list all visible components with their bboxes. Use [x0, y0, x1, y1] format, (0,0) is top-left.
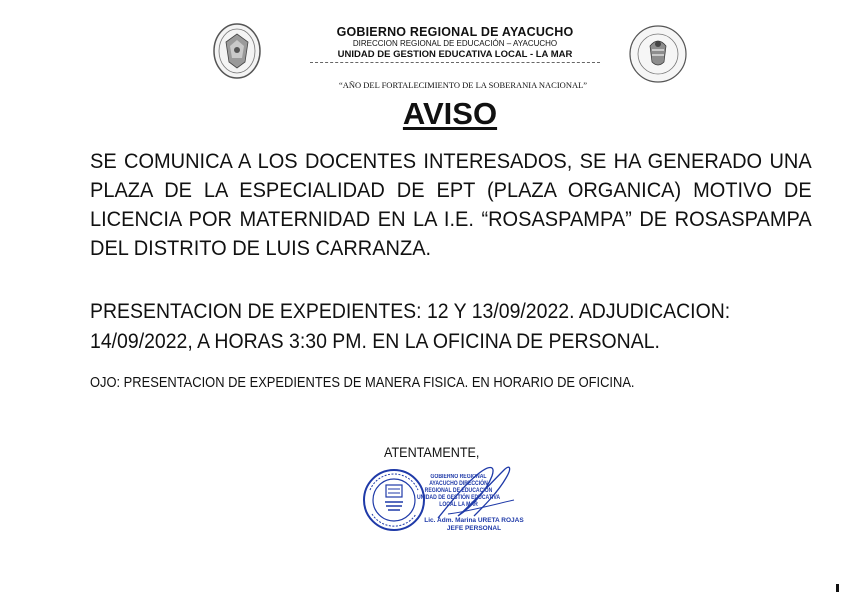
stamp-signer: [414, 517, 534, 532]
dates-paragraph: [90, 296, 792, 356]
dates-line-1: PRESENTACION DE EXPEDIENTES: 12 Y 13/09/2022. ADJUDICACION:: [90, 299, 731, 323]
year-motto: “AÑO DEL FORTALECIMIENTO DE LA SOBERANIA NACIONAL”: [338, 80, 588, 90]
letterhead: [300, 26, 610, 63]
regional-government-seal-icon: [212, 22, 262, 80]
header-divider: [310, 62, 600, 63]
notice-title: AVISO: [402, 96, 498, 131]
notice-paragraph: SE COMUNICA A LOS DOCENTES INTERESADOS, SE HA GENERADO UNA PLAZA DE LA ESPECIALIDAD DE EPT (PLAZA ORGANICA) MOTIVO DE LICENCIA POR MATERNIDAD EN LA I.E. “ROSASPAMPA” DE ROSASPAMPA DEL DISTRITO DE LUIS CARRANZA.: [90, 149, 812, 260]
dates-line-2: 14/09/2022, A HORAS 3:30 PM. EN LA OFICINA DE PERSONAL.: [90, 329, 660, 353]
stamp-office-text: GOBIERNO REGIONAL AYACUCHO DIRECCIÓN REGIONAL DE EDUCACIÓN UNIDAD DE GESTIÓN EDUCATIVA LOCAL LA MAR: [416, 474, 501, 508]
header-unit: UNIDAD DE GESTION EDUCATIVA LOCAL - LA MAR: [337, 48, 573, 60]
note-line: OJO: PRESENTACION DE EXPEDIENTES DE MANERA FISICA. EN HORARIO DE OFICINA.: [90, 374, 635, 391]
stamp-signer-name: Lic. Adm. Marina URETA ROJAS: [424, 517, 524, 524]
education-unit-seal-icon: [628, 24, 688, 84]
stamp-signer-role: JEFE PERSONAL: [446, 524, 502, 532]
closing-salutation: ATENTAMENTE,: [384, 444, 480, 460]
scan-speck: [836, 584, 839, 592]
header-government: GOBIERNO REGIONAL DE AYACUCHO: [336, 25, 574, 39]
header-directorate: DIRECCION REGIONAL DE EDUCACIÓN – AYACUCHO: [352, 39, 558, 49]
